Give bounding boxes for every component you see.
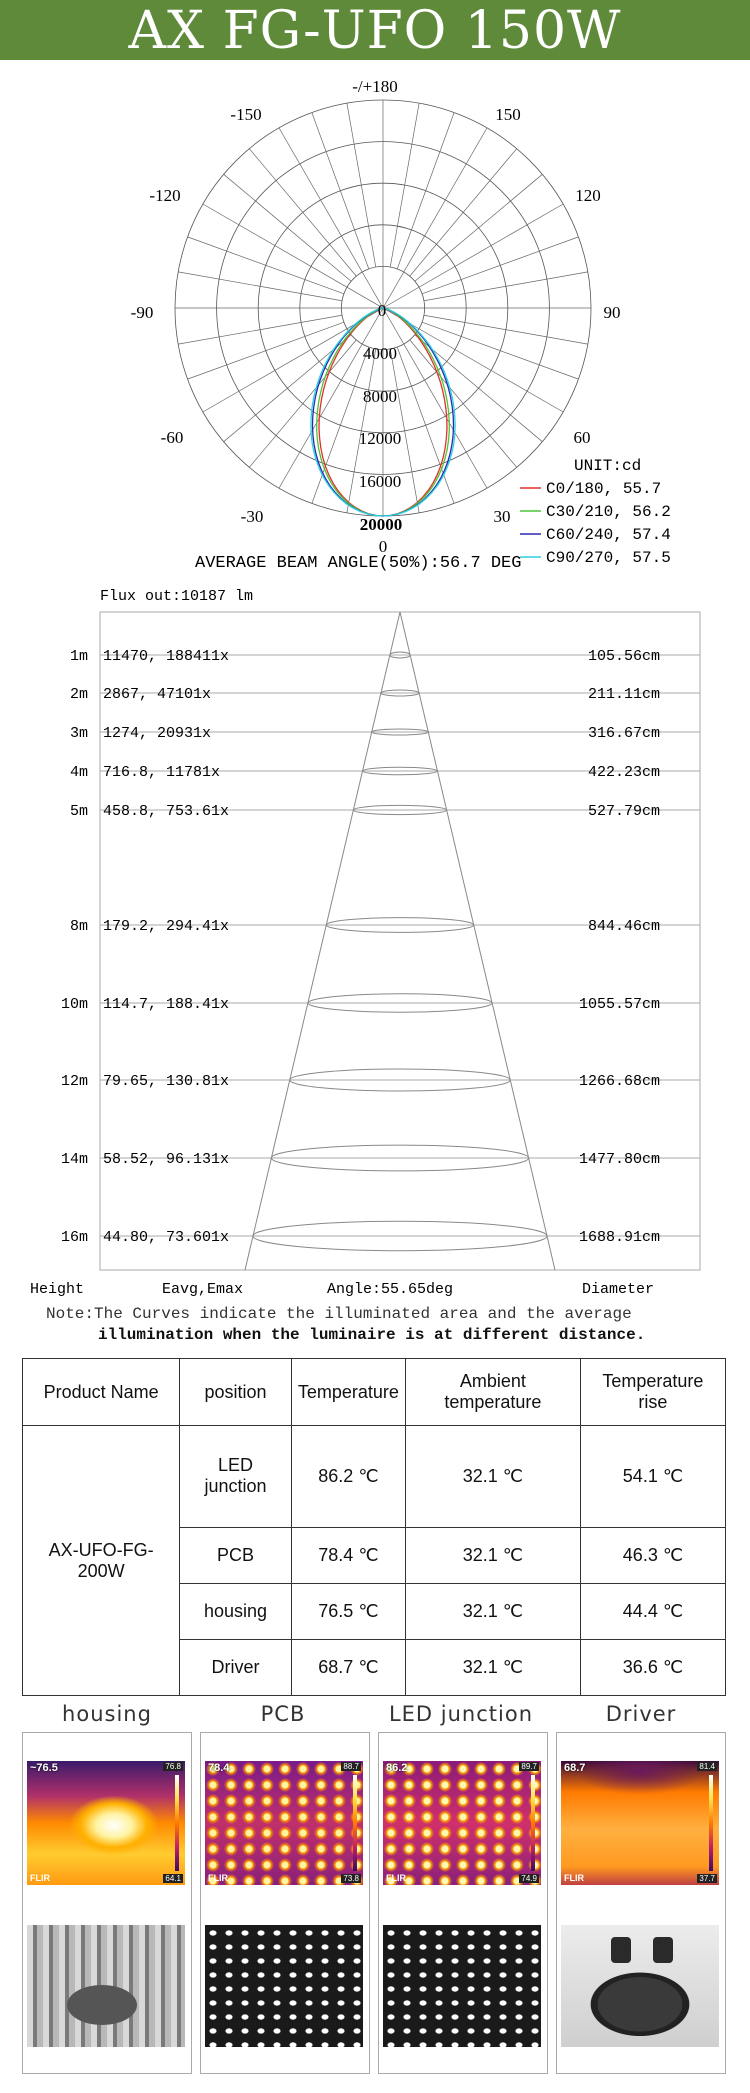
table-row	[23, 1426, 726, 1528]
position-cell: PCB	[180, 1527, 292, 1583]
angle-label-p30: 30	[493, 507, 511, 526]
row-height: 10m	[61, 996, 89, 1013]
legend-label-c0: C0/180, 55.7	[546, 480, 662, 498]
row-eavg-emax: 114.7, 188.41x	[103, 996, 230, 1013]
polar-spoke	[249, 149, 356, 276]
angle-label-p90: 90	[603, 303, 621, 322]
thermal-reading: 68.7	[564, 1762, 586, 1774]
center-label: 0	[377, 301, 387, 320]
angle-label-m120: -120	[149, 186, 181, 205]
row-height: 14m	[61, 1151, 89, 1168]
legend-label-c60: C60/240, 57.4	[546, 526, 671, 544]
thermal-card-pcb	[200, 1732, 370, 2074]
flux-label: Flux out:10187 lm	[100, 588, 254, 605]
thermal-reading: ~76.5	[30, 1762, 58, 1774]
polar-spoke	[178, 315, 342, 344]
radial-label-12000: 12000	[358, 429, 402, 448]
legend-label-c90: C90/270, 57.5	[546, 549, 671, 567]
row-diameter: 316.67cm	[587, 725, 660, 742]
row-diameter: 1477.80cm	[578, 1151, 660, 1168]
thermal-scale	[531, 1775, 535, 1871]
legend-label-c30: C30/210, 56.2	[546, 503, 671, 521]
note-line-2: illumination when the luminaire is at different distance.	[98, 1326, 646, 1344]
driver-connector	[611, 1937, 631, 1963]
row-eavg-emax: 2867, 47101x	[103, 686, 212, 703]
row-diameter: 527.79cm	[587, 803, 660, 820]
row-eavg-emax: 58.52, 96.131x	[103, 1151, 230, 1168]
polar-spoke	[178, 272, 342, 301]
row-eavg-emax: 458.8, 753.61x	[103, 803, 230, 820]
polar-spoke	[188, 237, 344, 294]
thermal-card-driver	[556, 1732, 726, 2074]
polar-spoke	[415, 174, 542, 281]
polar-legend	[520, 480, 671, 567]
row-height: 3m	[70, 725, 89, 742]
rise-cell: 44.4 ℃	[580, 1583, 725, 1639]
radial-label-20000: 20000	[359, 515, 403, 534]
polar-spoke	[410, 149, 517, 276]
angle-label-m90: -90	[130, 303, 154, 322]
thermal-title-led: LED junction	[388, 1702, 534, 1726]
temperature-table	[22, 1358, 726, 1696]
photo-housing	[27, 1925, 185, 2047]
polar-spoke	[410, 340, 517, 467]
scale-max: 81.4	[699, 1762, 715, 1771]
photo-led-junction	[383, 1925, 541, 2047]
thermal-scale	[353, 1775, 357, 1871]
row-height: 4m	[70, 764, 89, 781]
header-ambient: Ambient temperature	[405, 1359, 580, 1426]
ambient-cell: 32.1 ℃	[405, 1639, 580, 1695]
scale-min: 37.7	[699, 1874, 715, 1883]
angle-label-top: -/+180	[352, 77, 398, 96]
rise-cell: 36.6 ℃	[580, 1639, 725, 1695]
row-eavg-emax: 1274, 20931x	[103, 725, 212, 742]
angle-label-p150: 150	[495, 105, 521, 124]
thermal-card-housing	[22, 1732, 192, 2074]
flir-logo: FLIR	[564, 1873, 584, 1883]
illuminance-cone-diagram	[0, 580, 750, 1300]
row-eavg-emax: 44.80, 73.601x	[103, 1229, 230, 1246]
row-eavg-emax: 11470, 188411x	[103, 648, 230, 665]
polar-spoke	[347, 103, 376, 267]
polar-spoke	[390, 103, 419, 267]
thermal-card-led	[378, 1732, 548, 2074]
footer-diameter-label: Diameter	[582, 1281, 655, 1298]
footer-values-label: Eavg,Emax	[162, 1281, 244, 1298]
polar-spoke	[312, 113, 369, 269]
angle-label-p60: 60	[573, 428, 591, 447]
position-cell: LED junction	[180, 1426, 292, 1528]
scale-max: 88.7	[343, 1762, 359, 1771]
thermal-image-led	[383, 1761, 541, 1885]
rise-cell: 46.3 ℃	[580, 1527, 725, 1583]
header-rise: Temperature rise	[580, 1359, 725, 1426]
beam-angle-label: AVERAGE BEAM ANGLE(50%):56.7 DEG	[195, 554, 522, 573]
thermal-reading: 78.4	[208, 1762, 230, 1774]
row-eavg-emax: 79.65, 130.81x	[103, 1073, 230, 1090]
polar-spoke	[422, 237, 578, 294]
ambient-cell: 32.1 ℃	[405, 1527, 580, 1583]
polar-spoke	[224, 174, 351, 281]
row-diameter: 1055.57cm	[578, 996, 660, 1013]
thermal-title-housing: housing	[62, 1702, 152, 1726]
row-height: 12m	[61, 1073, 89, 1090]
footer-angle-label: Angle:55.65deg	[327, 1281, 454, 1298]
header-product-name: Product Name	[23, 1359, 180, 1426]
angle-label-m60: -60	[160, 428, 184, 447]
temperature-cell: 76.5 ℃	[291, 1583, 405, 1639]
radial-label-16000: 16000	[358, 472, 402, 491]
polar-spoke	[422, 322, 578, 379]
polar-spoke	[188, 322, 344, 379]
scale-min: 64.1	[165, 1874, 181, 1883]
row-diameter: 1688.91cm	[578, 1229, 660, 1246]
angle-label-m150: -150	[230, 105, 262, 124]
row-diameter: 422.23cm	[587, 764, 660, 781]
header-temperature: Temperature	[291, 1359, 405, 1426]
polar-spoke	[397, 347, 454, 503]
row-diameter: 105.56cm	[587, 648, 660, 665]
row-height: 8m	[70, 918, 89, 935]
unit-label: UNIT:cd	[574, 457, 642, 475]
radial-label-4000: 4000	[363, 344, 397, 363]
header-position: position	[180, 1359, 292, 1426]
ambient-cell: 32.1 ℃	[405, 1426, 580, 1528]
radial-label-8000: 8000	[363, 387, 397, 406]
row-diameter: 844.46cm	[587, 918, 660, 935]
polar-spoke	[249, 340, 356, 467]
thermal-title-pcb: PCB	[260, 1702, 306, 1726]
housing-hub	[67, 1985, 137, 2025]
row-diameter: 211.11cm	[587, 686, 660, 703]
thermal-image-pcb	[205, 1761, 363, 1885]
cone-rows	[61, 648, 700, 1251]
scale-min: 73.8	[343, 1874, 359, 1883]
temperature-cell: 68.7 ℃	[291, 1639, 405, 1695]
row-eavg-emax: 179.2, 294.41x	[103, 918, 230, 935]
rise-cell: 54.1 ℃	[580, 1426, 725, 1528]
thermal-reading: 86.2	[386, 1762, 408, 1774]
thermal-title-driver: Driver	[605, 1702, 677, 1726]
temperature-cell: 78.4 ℃	[291, 1527, 405, 1583]
driver-connector	[653, 1937, 673, 1963]
polar-spoke	[424, 315, 588, 344]
flir-logo: FLIR	[386, 1873, 406, 1883]
row-height: 5m	[70, 803, 89, 820]
thermal-scale	[175, 1775, 179, 1871]
polar-intensity-chart	[0, 60, 750, 580]
ambient-cell: 32.1 ℃	[405, 1583, 580, 1639]
scale-min: 74.9	[521, 1874, 537, 1883]
footer-height-label: Height	[30, 1281, 85, 1298]
polar-spoke	[397, 113, 454, 269]
polar-spoke	[424, 272, 588, 301]
page-title: AX FG-UFO 150W	[128, 1, 622, 61]
angle-label-m30: -30	[240, 507, 264, 526]
scale-max: 89.7	[521, 1762, 537, 1771]
flir-logo: FLIR	[30, 1873, 50, 1883]
thermal-image-driver	[561, 1761, 719, 1885]
angle-label-p120: 120	[575, 186, 601, 205]
row-height: 1m	[70, 648, 89, 665]
scale-max: 76.8	[165, 1762, 181, 1771]
note-line-1: Note:The Curves indicate the illuminated area and the average	[46, 1305, 632, 1323]
thermal-scale	[709, 1775, 713, 1871]
photo-driver	[561, 1925, 719, 2047]
flir-logo: FLIR	[208, 1873, 228, 1883]
row-height: 2m	[70, 686, 89, 703]
temperature-table-header	[23, 1359, 726, 1426]
cone-right-edge	[400, 612, 555, 1270]
temperature-cell: 86.2 ℃	[291, 1426, 405, 1528]
position-cell: Driver	[180, 1639, 292, 1695]
row-diameter: 1266.68cm	[578, 1073, 660, 1090]
cone-left-edge	[245, 612, 400, 1270]
row-height: 16m	[61, 1229, 89, 1246]
thermal-image-housing	[27, 1761, 185, 1885]
photo-pcb	[205, 1925, 363, 2047]
row-eavg-emax: 716.8, 11781x	[103, 764, 221, 781]
product-name-cell: AX-UFO-FG-200W	[23, 1426, 180, 1696]
angle-label-bottom: 0	[378, 537, 388, 556]
position-cell: housing	[180, 1583, 292, 1639]
